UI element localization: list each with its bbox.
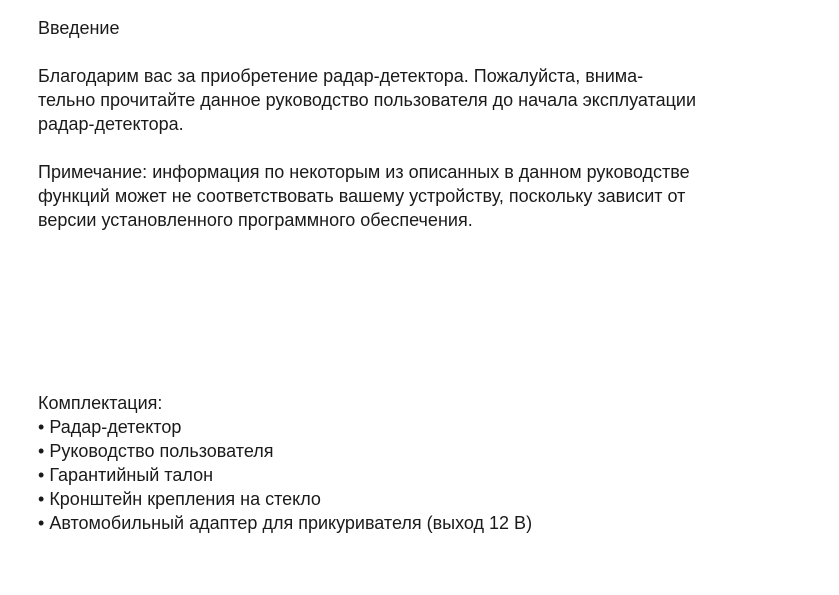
list-item <box>38 511 828 535</box>
list-item-label: Кронштейн крепления на стекло <box>49 489 321 509</box>
package-contents-list <box>38 415 828 535</box>
document-page <box>38 16 828 232</box>
list-item-label: Радар-детектор <box>49 417 182 437</box>
list-item-label: Автомобильный адаптер для прикуривателя (выход 12 В) <box>49 513 533 533</box>
list-item <box>38 439 828 463</box>
note-line: функций может не соответствовать вашему устройству, поскольку зависит от <box>38 186 686 206</box>
package-contents-heading: Комплектация: <box>38 393 163 413</box>
intro-line: Благодарим вас за приобретение радар-детектора. Пожалуйста, внима- <box>38 66 644 86</box>
note-line: версии установленного программного обеспечения. <box>38 210 473 230</box>
list-item-label: Руководство пользователя <box>49 441 274 461</box>
note-paragraph <box>38 160 828 232</box>
intro-paragraph <box>38 64 828 136</box>
intro-line: радар-детектора. <box>38 114 184 134</box>
list-item-label: Гарантийный талон <box>49 465 214 485</box>
list-item <box>38 415 828 439</box>
package-contents <box>38 391 828 535</box>
list-item <box>38 463 828 487</box>
section-title: Введение <box>38 18 120 38</box>
note-line: Примечание: информация по некоторым из описанных в данном руководстве <box>38 162 690 182</box>
intro-line: тельно прочитайте данное руководство пользователя до начала эксплуатации <box>38 90 697 110</box>
list-item <box>38 487 828 511</box>
